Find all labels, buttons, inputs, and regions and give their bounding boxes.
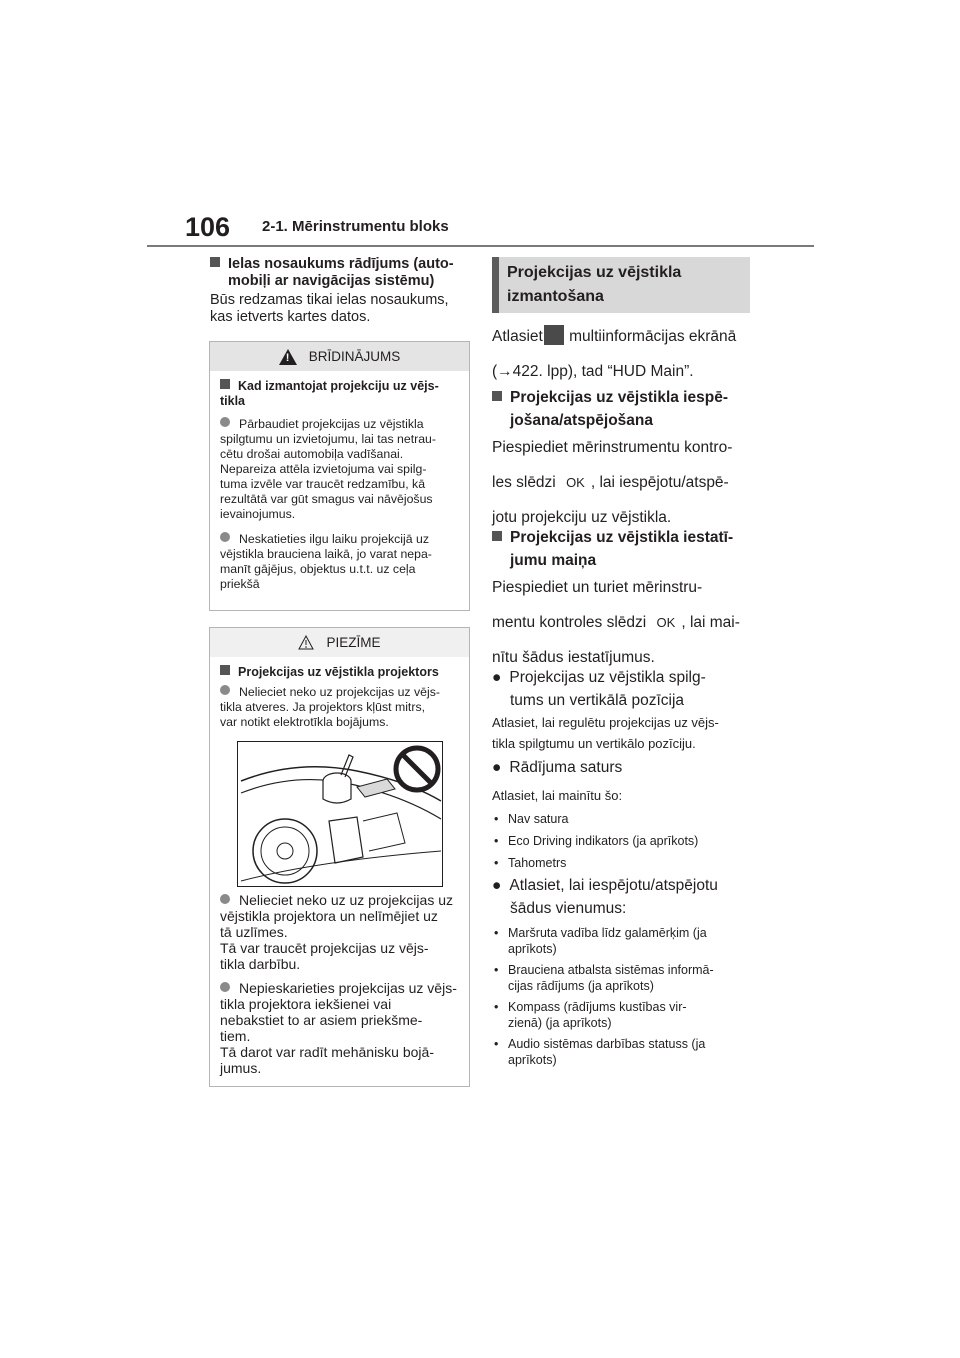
note-header: PIEZĪME bbox=[210, 628, 469, 657]
hud-enable-text: Piespiediet mērinstrumentu kontro- les slēdzi OK , lai iespējotu/atspē- jotu projekciju uz vējstikla. bbox=[492, 439, 733, 526]
warning-box bbox=[209, 341, 470, 611]
toggle-items-subheading: ● Atlasiet, lai iespējotu/atspējotu šādus vienumus: bbox=[492, 877, 718, 917]
settings-gear-icon bbox=[544, 325, 564, 345]
list-item: • Tahometrs bbox=[494, 856, 567, 870]
hud-projector-illustration bbox=[237, 741, 443, 887]
hud-settings-text: Piespiediet un turiet mērinstru- mentu kontroles slēdzi OK , lai mai- nītu šādus iestatījumus. bbox=[492, 579, 740, 666]
list-item: • Eco Driving indikators (ja aprīkots) bbox=[494, 834, 699, 848]
list-item: • Audio sistēmas darbības statuss (ja aprīkots) bbox=[494, 1037, 706, 1067]
hud-enable-heading: Projekcijas uz vējstikla iespē- jošana/atspējošana bbox=[492, 386, 752, 432]
square-bullet-icon bbox=[220, 379, 230, 389]
warning-header: ! BRĪDINĀJUMS bbox=[210, 342, 469, 371]
square-bullet-icon bbox=[492, 531, 502, 541]
street-name-heading: Ielas nosaukums rādījums (auto- mobiļi ar navigācijas sistēmu) bbox=[210, 256, 470, 290]
intro-text: Atlasiet multiinformācijas ekrānā (→422. lpp), tad “HUD Main”. bbox=[492, 319, 752, 389]
street-name-text: Būs redzamas tikai ielas nosaukums, kas ietverts kartes datos. bbox=[210, 292, 449, 325]
square-bullet-icon bbox=[210, 257, 220, 267]
page-number: 106 bbox=[185, 212, 231, 242]
warning-triangle-icon: ! bbox=[279, 349, 297, 365]
note-item-2: Nelieciet neko uz uz projekcijas uz vējstikla projektora un nelīmējiet uz tā uzlīmes. Tā var traucēt projekcijas uz vējs- tikla darbību. bbox=[220, 892, 453, 972]
warning-subheading: Kad izmantojat projekciju uz vējs- tikla bbox=[220, 379, 439, 408]
list-item: • Nav satura bbox=[494, 812, 569, 826]
note-subheading: Projekcijas uz vējstikla projektors bbox=[220, 665, 459, 680]
note-item-1: Nelieciet neko uz projekcijas uz vējs- tikla atveres. Ja projektors kļūst mitrs, var notikt elektrotīkla bojājums. bbox=[220, 685, 440, 729]
round-bullet-icon bbox=[220, 532, 230, 542]
warning-item-1: Pārbaudiet projekcijas uz vējstikla spilgtumu un izvietojumu, lai tas netrau- cētu drošai automobiļa vadīšanai. Nepareiza attēla izvietojuma vai spilg- tuma izvēle var traucēt redzamību, kā rezultātā var gūt smagus vai nāvējošus ievainojumus. bbox=[220, 417, 436, 521]
prohibited-icon bbox=[396, 748, 438, 790]
list-item: • Maršruta vadība līdz galamērķim (ja aprīkots) bbox=[494, 926, 707, 956]
round-bullet-icon bbox=[220, 894, 230, 904]
list-item: • Brauciena atbalsta sistēmas informā- cijas rādījums (ja aprīkots) bbox=[494, 963, 714, 993]
warning-item-2: Neskatieties ilgu laiku projekcijā uz vējstikla brauciena laikā, jo varat nepa- manīt gājējus, objektus u.t.t. uz ceļa priekšā bbox=[220, 532, 432, 591]
display-content-subheading: ● Rādījuma saturs bbox=[492, 759, 623, 776]
section-title-box bbox=[492, 257, 750, 313]
ok-switch-icon: OK bbox=[566, 475, 585, 490]
chapter-title: 2-1. Mērinstrumentu bloks bbox=[262, 218, 449, 235]
toggle-items-list bbox=[494, 925, 750, 1068]
round-bullet-icon bbox=[220, 982, 230, 992]
round-bullet-icon bbox=[220, 417, 230, 427]
brightness-position-subheading: ● Projekcijas uz vējstikla spilg- tums un vertikālā pozīcija bbox=[492, 669, 706, 709]
section-title: Projekcijas uz vējstikla izmantošana bbox=[507, 264, 682, 305]
list-item: • Kompass (rādījums kustības vir- zienā) (ja aprīkots) bbox=[494, 1000, 687, 1030]
note-box bbox=[209, 627, 470, 1087]
brightness-position-text: Atlasiet, lai regulētu projekcijas uz vējs- tikla spilgtumu un vertikālo pozīciju. bbox=[492, 715, 719, 751]
section-title-bar bbox=[492, 257, 499, 313]
note-item-3: Nepieskarieties projekcijas uz vējs- tikla projektora iekšienei vai nebakstiet to ar asiem priekšme- tiem. Tā darot var radīt mehānisku bojā- jumus. bbox=[220, 980, 457, 1076]
square-bullet-icon bbox=[492, 391, 502, 401]
header-rule bbox=[147, 245, 814, 247]
square-bullet-icon bbox=[220, 665, 230, 675]
caution-triangle-icon bbox=[298, 635, 314, 650]
display-content-text: Atlasiet, lai mainītu šo: bbox=[492, 788, 623, 803]
ok-switch-icon: OK bbox=[656, 615, 676, 630]
display-content-list bbox=[494, 808, 750, 874]
hud-settings-heading: Projekcijas uz vējstikla iestatī- jumu maiņa bbox=[492, 526, 752, 572]
round-bullet-icon bbox=[220, 685, 230, 695]
